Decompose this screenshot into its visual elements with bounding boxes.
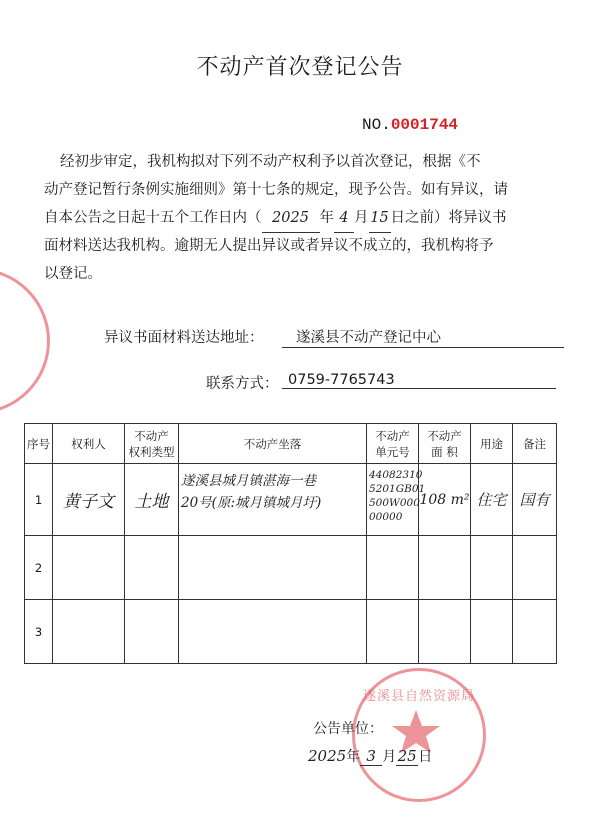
empty-cell [471, 536, 513, 600]
header-location: 不动产坐落 [179, 424, 367, 464]
body-line-1: 经初步审定，我机构拟对下列不动产权利予以首次登记，根据《不 [60, 154, 481, 170]
header-right-type-1: 不动产 [134, 428, 169, 443]
edge-stamp-fragment [0, 268, 50, 414]
table-row [25, 600, 557, 664]
address-label: 异议书面材料送达地址： [104, 330, 264, 346]
deadline-month: 4 [334, 204, 354, 233]
header-holder: 权利人 [53, 424, 125, 464]
row-area: 108 m² [419, 464, 471, 536]
body-line-3-end: 日之前）将异议书 [390, 210, 507, 226]
empty-cell [513, 536, 557, 600]
row-seq: 1 [25, 464, 53, 536]
body-line-4: 面材料送达我机构。逾期无人提出异议或者异议不成立的，我机构将予 [44, 238, 494, 254]
empty-cell [419, 536, 471, 600]
row-unit-no-3: 500W000 [369, 497, 420, 509]
month-unit: 月 [354, 210, 369, 226]
year-unit: 年 [319, 210, 334, 226]
seal-text: 遂溪县自然资源局 [362, 689, 475, 704]
empty-cell [53, 600, 125, 664]
empty-cell [125, 600, 179, 664]
issue-day: 25 [397, 747, 417, 765]
issue-year: 2025 [308, 747, 347, 765]
empty-cell [179, 536, 367, 600]
issue-year-unit: 年 [346, 749, 361, 765]
empty-cell [471, 600, 513, 664]
document-number-prefix: NO. [362, 116, 391, 134]
body-line-3 [44, 204, 564, 233]
empty-cell [367, 536, 419, 600]
header-unit-no [367, 424, 419, 464]
deadline-day: 15 [369, 204, 391, 233]
document-number [362, 116, 458, 134]
deadline-year: 2025 [262, 204, 320, 233]
issue-date [308, 746, 432, 766]
header-unit-no-2: 单元号 [375, 444, 410, 459]
empty-cell [53, 536, 125, 600]
row-seq: 3 [25, 600, 53, 664]
header-area-2: 面 积 [431, 444, 458, 459]
issue-month-unit: 月 [382, 749, 397, 765]
address-value: 遂溪县不动产登记中心 [282, 326, 564, 348]
empty-cell [179, 600, 367, 664]
row-usage: 住宅 [471, 464, 513, 536]
body-line-2: 动产登记暂行条例实施细则》第十七条的规定，现予公告。如有异议，请 [44, 182, 508, 198]
contact-label: 联系方式： [206, 376, 279, 392]
row-unit-no-2: 5201GB01 [369, 483, 426, 495]
row-seq: 2 [25, 536, 53, 600]
contact-value: 0759-7765743 [282, 372, 556, 389]
property-table [24, 423, 557, 664]
body-line-3-start: 自本公告之日起十五个工作日内（ [44, 210, 262, 226]
row-unit-no-1: 44082310 [369, 469, 423, 481]
row-location [179, 464, 367, 536]
header-right-type-2: 权利类型 [128, 444, 175, 459]
row-location-2: 20号(原:城月镇城月圩) [181, 495, 322, 511]
row-holder: 黄子文 [53, 464, 125, 536]
table-row [25, 464, 557, 536]
row-location-1: 遂溪县城月镇湛海一巷 [181, 473, 316, 489]
empty-cell [419, 600, 471, 664]
empty-cell [513, 600, 557, 664]
table-row [25, 536, 557, 600]
body-line-5: 以登记。 [44, 266, 102, 282]
header-right-type [125, 424, 179, 464]
issuer-label: 公告单位： [313, 721, 383, 737]
empty-cell [125, 536, 179, 600]
table-header-row [25, 424, 557, 464]
issue-day-unit: 日 [418, 749, 433, 765]
contact-row [206, 372, 550, 393]
objection-address [104, 326, 550, 347]
header-seq: 序号 [25, 424, 53, 464]
header-area [419, 424, 471, 464]
empty-cell [367, 600, 419, 664]
header-unit-no-1: 不动产 [375, 428, 410, 443]
header-usage: 用途 [471, 424, 513, 464]
header-area-1: 不动产 [427, 428, 462, 443]
row-right-type: 土地 [125, 464, 179, 536]
document-number-value: 0001744 [390, 116, 459, 134]
row-remark: 国有 [513, 464, 557, 536]
page-title: 不动产首次登记公告 [196, 55, 404, 80]
row-unit-no-4: 00000 [369, 511, 403, 523]
issue-month: 3 [360, 747, 382, 766]
row-unit-no [367, 464, 426, 536]
header-remark: 备注 [513, 424, 557, 464]
